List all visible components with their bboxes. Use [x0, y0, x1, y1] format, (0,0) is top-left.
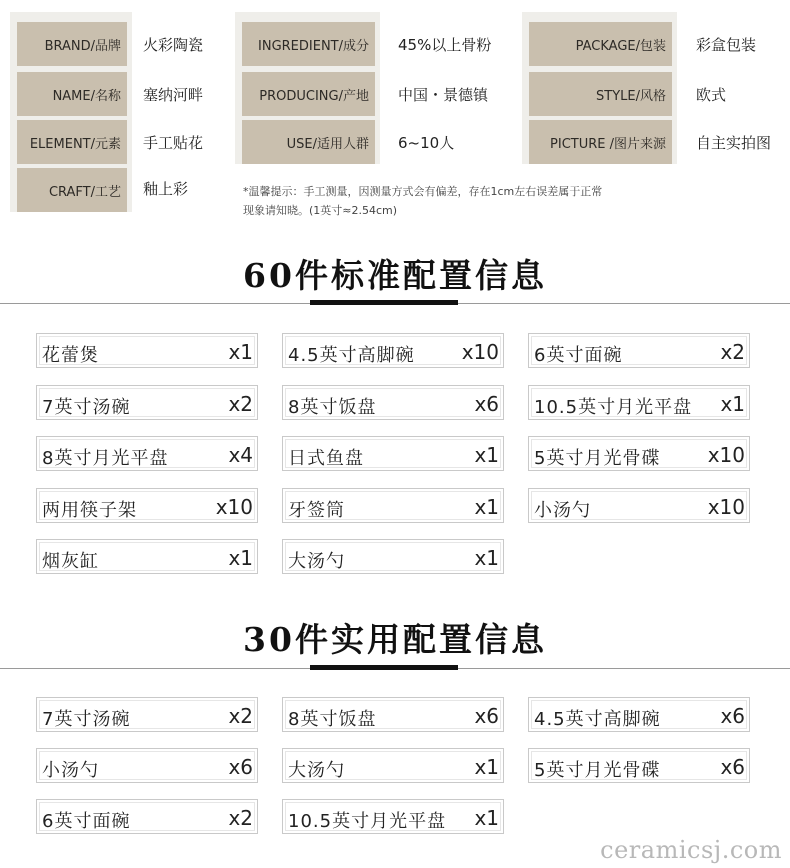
item-quantity: x4 — [228, 443, 253, 467]
package-value: 彩盒包装 — [696, 36, 757, 54]
item-card — [36, 799, 258, 834]
note-line-1: *温馨提示：手工测量，因测量方式会有偏差，存在1cm左右误差属于正常 — [243, 185, 603, 198]
element-label: ELEMENT/元素 — [17, 120, 127, 164]
item-card — [282, 436, 504, 471]
item-name: 6英寸面碗 — [534, 345, 623, 366]
item-card — [36, 385, 258, 420]
item-quantity: x1 — [474, 443, 499, 467]
package-label: PACKAGE/包装 — [529, 22, 672, 66]
item-quantity: x6 — [720, 755, 745, 779]
watermark: ceramicsj.com — [600, 836, 782, 864]
item-card — [282, 539, 504, 574]
measurement-note — [243, 182, 733, 220]
item-name: 8英寸饭盘 — [288, 709, 377, 730]
item-card — [282, 799, 504, 834]
item-name: 牙签筒 — [288, 499, 345, 521]
item-name: 烟灰缸 — [42, 551, 99, 572]
item-name: 7英寸汤碗 — [42, 396, 131, 418]
item-name: 7英寸汤碗 — [42, 709, 131, 730]
item-name: 大汤勺 — [288, 551, 345, 572]
picture-label: PICTURE /图片来源 — [529, 120, 672, 164]
item-name: 两用筷子架 — [42, 499, 137, 521]
section-60-title: 60件标准配置信息 — [243, 256, 547, 295]
item-name: 10.5英寸月光平盘 — [534, 396, 693, 418]
item-card — [528, 333, 750, 368]
item-quantity: x1 — [474, 755, 499, 779]
item-card — [36, 748, 258, 783]
section-30-rule-accent — [310, 665, 458, 670]
ingredient-label: INGREDIENT/成分 — [242, 22, 375, 66]
item-name: 4.5英寸高脚碗 — [288, 345, 415, 366]
item-card — [36, 488, 258, 523]
item-card — [36, 436, 258, 471]
note-line-2: 现象请知晓。(1英寸≈2.54cm) — [243, 204, 398, 217]
item-quantity: x1 — [474, 546, 499, 570]
style-label: STYLE/风格 — [529, 72, 672, 116]
item-name: 8英寸饭盘 — [288, 396, 377, 418]
picture-value: 自主实拍图 — [696, 134, 772, 152]
item-name: 5英寸月光骨碟 — [534, 760, 661, 781]
ingredient-value: 45%以上骨粉 — [398, 36, 492, 54]
item-card — [282, 488, 504, 523]
name-value: 塞纳河畔 — [143, 86, 204, 104]
item-card — [528, 436, 750, 471]
use-label: USE/适用人群 — [242, 120, 375, 164]
item-name: 8英寸月光平盘 — [42, 448, 169, 469]
item-name: 10.5英寸月光平盘 — [288, 811, 447, 832]
item-name: 小汤勺 — [534, 499, 591, 521]
item-quantity: x6 — [228, 755, 253, 779]
item-card — [282, 748, 504, 783]
item-quantity: x6 — [474, 391, 499, 416]
craft-value: 釉上彩 — [143, 180, 189, 198]
item-quantity: x10 — [461, 340, 499, 364]
item-quantity: x2 — [228, 391, 253, 416]
item-quantity: x2 — [720, 340, 745, 364]
item-quantity: x1 — [474, 494, 499, 519]
item-card — [36, 697, 258, 732]
item-card — [528, 697, 750, 732]
name-label: NAME/名称 — [17, 72, 127, 116]
item-name: 小汤勺 — [42, 760, 99, 781]
item-quantity: x2 — [228, 704, 253, 728]
item-quantity: x1 — [720, 391, 745, 416]
section-60-rule-accent — [310, 300, 458, 305]
item-name: 4.5英寸高脚碗 — [534, 709, 661, 730]
craft-label: CRAFT/工艺 — [17, 168, 127, 212]
element-value: 手工贴花 — [143, 134, 204, 152]
item-quantity: x6 — [474, 704, 499, 728]
item-name: 花蕾煲 — [42, 345, 99, 366]
item-name: 日式鱼盘 — [288, 448, 364, 469]
item-name: 大汤勺 — [288, 760, 345, 781]
item-card — [282, 697, 504, 732]
item-quantity: x6 — [720, 704, 745, 728]
item-card — [282, 385, 504, 420]
item-name: 6英寸面碗 — [42, 811, 131, 832]
brand-value: 火彩陶瓷 — [143, 36, 204, 54]
item-quantity: x1 — [474, 806, 499, 830]
item-name: 5英寸月光骨碟 — [534, 448, 661, 469]
item-card — [528, 385, 750, 420]
item-quantity: x2 — [228, 806, 253, 830]
item-card — [282, 333, 504, 368]
item-card — [36, 333, 258, 368]
item-quantity: x10 — [707, 494, 745, 519]
item-quantity: x10 — [215, 494, 253, 519]
use-value: 6~10人 — [398, 134, 455, 152]
item-card — [528, 488, 750, 523]
item-quantity: x10 — [707, 443, 745, 467]
producing-value: 中国・景德镇 — [398, 86, 489, 104]
section-30-title: 30件实用配置信息 — [243, 620, 547, 659]
item-quantity: x1 — [228, 546, 253, 570]
item-card — [36, 539, 258, 574]
style-value: 欧式 — [696, 86, 727, 104]
item-card — [528, 748, 750, 783]
producing-label: PRODUCING/产地 — [242, 72, 375, 116]
brand-label: BRAND/品牌 — [17, 22, 127, 66]
item-quantity: x1 — [228, 340, 253, 364]
